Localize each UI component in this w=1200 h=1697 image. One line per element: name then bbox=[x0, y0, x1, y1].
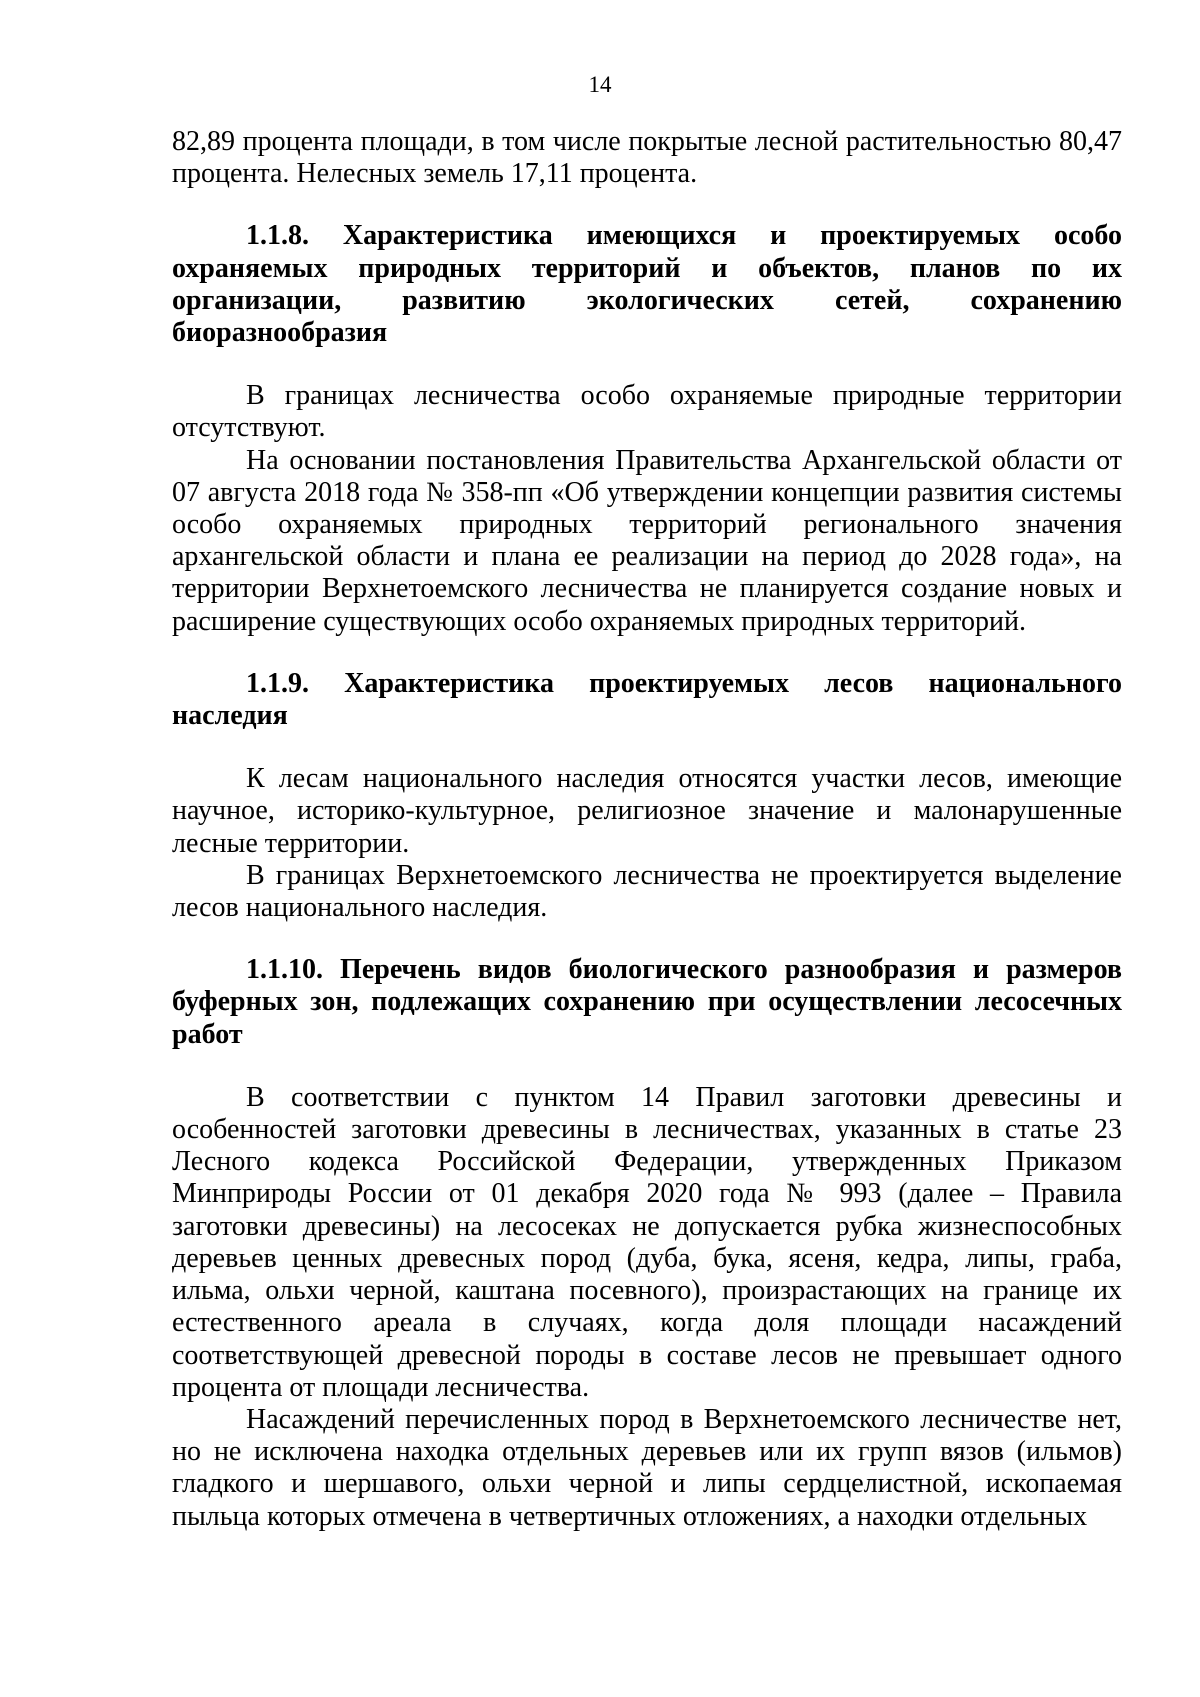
paragraph-1-1-10-species: Насаждений перечисленных пород в Верхнетоемского лесничестве нет, но не исключена находка отдельных деревьев или их групп вязов (ильмов) гладкого и шершавого, ольхи черной и липы сердцелистной, ископаемая пыльца которых отмечена в четвертичных отложениях, а находки отдельных bbox=[172, 1403, 1122, 1532]
paragraph-1-1-9-not-designated: В границах Верхнетоемского лесничества не проектируется выделение лесов национального наследия. bbox=[172, 859, 1122, 924]
page-number: 14 bbox=[588, 72, 612, 97]
paragraph-1-1-9-definition: К лесам национального наследия относятся участки лесов, имеющие научное, историко-культурное, религиозное значение и малонарушенные лесные территории. bbox=[172, 763, 1122, 859]
section-heading-1-1-10: 1.1.10. Перечень видов биологического разнообразия и размеров буферных зон, подлежащих сохранению при осуществлении лесосечных работ bbox=[172, 954, 1122, 1050]
section-heading-1-1-9: 1.1.9. Характеристика проектируемых лесов национального наследия bbox=[172, 667, 1122, 732]
paragraph-1-1-8-no-protected-areas: В границах лесничества особо охраняемые природные территории отсутствуют. bbox=[172, 380, 1122, 444]
paragraph-1-1-10-rules: В соответствии с пунктом 14 Правил заготовки древесины и особенностей заготовки древесины в лесничествах, указанных в статье 23 Лесного кодекса Российской Федерации, утвержденных Приказом Минприроды России от 01 декабря 2020 года № 993 (далее – Правила заготовки древесины) на лесосеках не допускается рубка жизнеспособных деревьев ценных древесных пород (дуба, бука, ясеня, кедра, липы, граба, ильма, ольхи черной, каштана посевного), произрастающих на границе их естественного ареала в случаях, когда доля площади насаждений соответствующей древесной породы в составе лесов не превышает одного процента от площади лесничества. bbox=[172, 1081, 1122, 1403]
section-heading-1-1-8: 1.1.8. Характеристика имеющихся и проектируемых особо охраняемых природных территорий и объектов, планов по их организации, развитию экологических сетей, сохранению биоразнообразия bbox=[172, 220, 1122, 349]
intro-paragraph: 82,89 процента площади, в том числе покрытые лесной растительностью 80,47 процента. Нелесных земель 17,11 процента. bbox=[172, 126, 1122, 190]
paragraph-1-1-8-resolution: На основании постановления Правительства Архангельской области от 07 августа 2018 года № 358-пп «Об утверждении концепции развития системы особо охраняемых природных территорий регионального значения архангельской области и плана ее реализации на период до 2028 года», на территории Верхнетоемского лесничества не планируется создание новых и расширение существующих особо охраняемых природных территорий. bbox=[172, 444, 1122, 637]
page-content bbox=[172, 126, 1122, 1533]
